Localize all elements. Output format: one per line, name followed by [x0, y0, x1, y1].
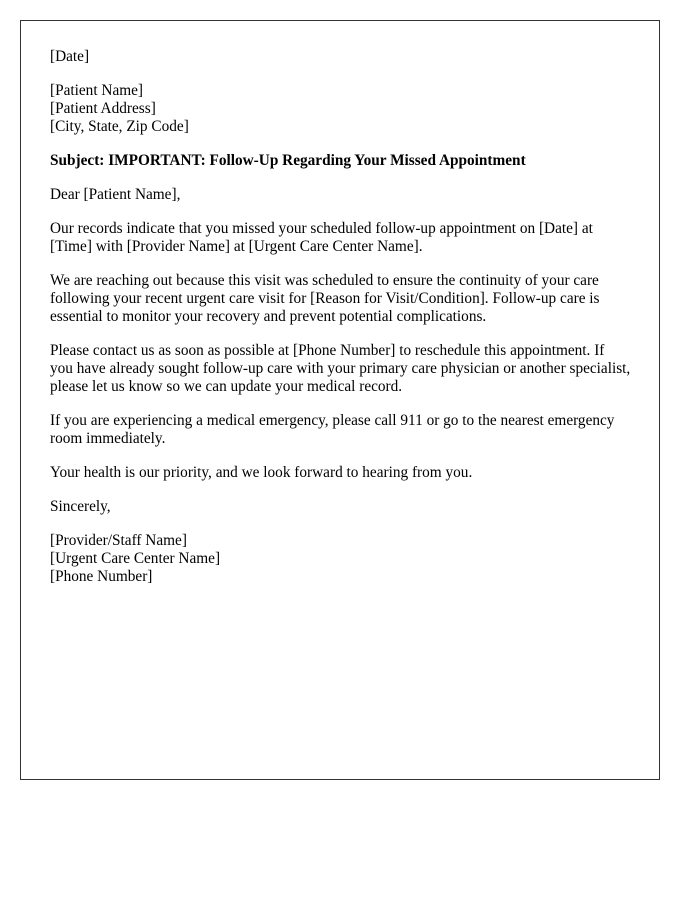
- body-paragraph-reason: We are reaching out because this visit was scheduled to ensure the continuity of your care following your recent urgent care visit for [Reason for Visit/Condition]. Follow-up care is essential to monitor your recovery and prevent potential complications.: [50, 272, 600, 325]
- date-text: [Date]: [50, 48, 90, 65]
- letter-subject: Subject: IMPORTANT: Follow-Up Regarding Your Missed Appointment: [50, 152, 526, 169]
- salutation: Dear [Patient Name],: [50, 186, 181, 203]
- letter-page: [20, 20, 660, 780]
- letter-date: [50, 48, 631, 66]
- signature-phone: [Phone Number]: [50, 568, 153, 585]
- recipient-name: [Patient Name]: [50, 82, 144, 99]
- recipient-address: [Patient Address]: [50, 100, 156, 117]
- body-paragraph-priority: Your health is our priority, and we look forward to hearing from you.: [50, 464, 473, 481]
- signature-block: [50, 532, 631, 586]
- signature-name: [Provider/Staff Name]: [50, 532, 187, 549]
- body-paragraph-emergency: If you are experiencing a medical emergency, please call 911 or go to the nearest emergency room immediately.: [50, 412, 615, 447]
- recipient-city-state-zip: [City, State, Zip Code]: [50, 118, 189, 135]
- body-paragraph-missed-appointment: Our records indicate that you missed your scheduled follow-up appointment on [Date] at [Time] with [Provider Name] at [Urgent Care Center Name].: [50, 220, 593, 255]
- recipient-address-block: [50, 82, 631, 136]
- signature-center: [Urgent Care Center Name]: [50, 550, 221, 567]
- body-paragraph-contact: Please contact us as soon as possible at [Phone Number] to reschedule this appointment. If you have already sought follow-up care with your primary care physician or another specialist, please let us know so we can update your medical record.: [50, 342, 631, 395]
- closing: Sincerely,: [50, 498, 111, 515]
